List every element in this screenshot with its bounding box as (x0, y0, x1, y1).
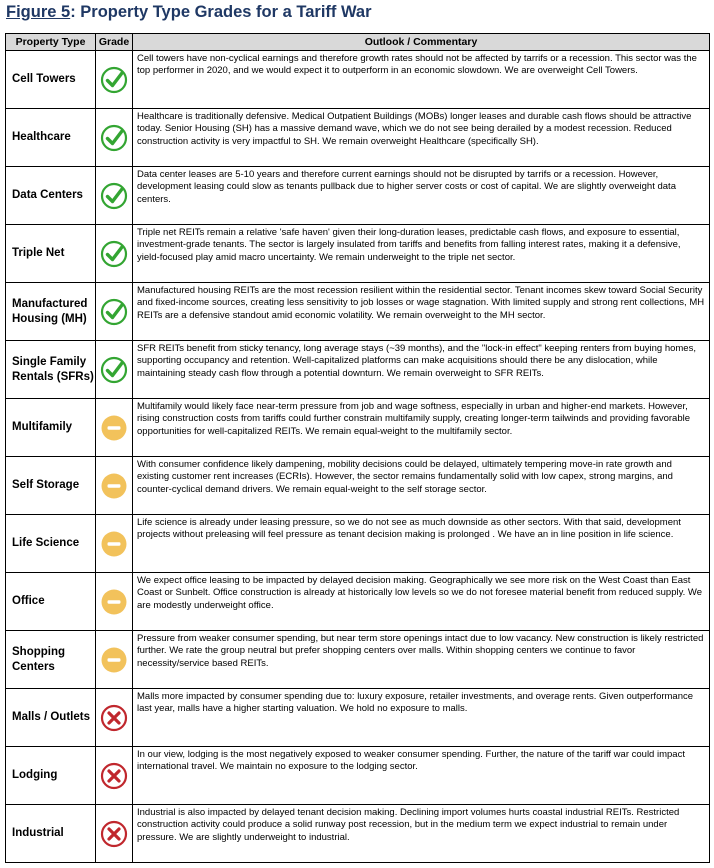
grade-cell (96, 689, 133, 747)
outlook-comment-cell: With consumer confidence likely dampening, mobility decisions could be delayed, ultimately tempering move-in rate growth and existing customer rent increases (ECRIs). However, the sector remains fundamentally solid with low capex, strong margins, and counter-cyclical demand drivers. We remain equal-weight to the self storage sector. (133, 457, 710, 515)
outlook-comment-cell: Multifamily would likely face near-term pressure from job and wage softness, especially in urban and higher-end markets. However, rising construction costs from tariffs could further constrain multifamily supply, creating longer-term tailwinds and providing favorable opportunities for well-capitalized REITs. We remain equal-weight to the multifamily sector. (133, 399, 710, 457)
outlook-comment-cell: Manufactured housing REITs are the most recession resilient within the residential sector. Tenant incomes skew toward Social Security and fixed-income sources, creating less sensitivity to job losses or wage stagnation. With limited supply and strong rent collections, MH REITs are a defensive standout amid economic volatility. We remain overweight to the MH sector. (133, 283, 710, 341)
property-type-cell: Cell Towers (6, 51, 96, 109)
checkmark-icon (96, 182, 132, 210)
property-type-cell: Single Family Rentals (SFRs) (6, 341, 96, 399)
outlook-comment-cell: Cell towers have non-cyclical earnings and therefore growth rates should not be affected by tarrifs or a recession. This sector was the top performer in 2020, and we would expect it to outperform in an economic slowdown. We are overweight Cell Towers. (133, 51, 710, 109)
property-type-cell: Industrial (6, 805, 96, 863)
property-type-cell: Shopping Centers (6, 631, 96, 689)
grade-cell (96, 515, 133, 573)
property-type-cell: Multifamily (6, 399, 96, 457)
table-body (6, 51, 710, 863)
outlook-comment-cell: SFR REITs benefit from sticky tenancy, long average stays (~39 months), and the "lock-in effect" keeping renters from buying homes, supporting occupancy and retention. Well-capitalized platforms can make acquisitions should there be any dislocation, while maintaining steady cash flow through a potential downturn. We remain overweight to SFR REITs. (133, 341, 710, 399)
property-type-cell: Healthcare (6, 109, 96, 167)
grade-cell (96, 167, 133, 225)
grade-cell (96, 109, 133, 167)
table-row (6, 689, 710, 747)
grade-cell (96, 631, 133, 689)
table-row (6, 399, 710, 457)
checkmark-icon (96, 298, 132, 326)
header-property-type: Property Type (6, 34, 96, 51)
grade-cell (96, 341, 133, 399)
property-type-cell: Lodging (6, 747, 96, 805)
checkmark-icon (96, 124, 132, 152)
table-row (6, 51, 710, 109)
outlook-comment-cell: Data center leases are 5-10 years and therefore current earnings should not be disrupted by tarrifs or a recession. However, development leasing could slow as tenants pullback due to higher server costs or cost of capital. We are slightly overweight data centers. (133, 167, 710, 225)
property-grades-table (5, 33, 710, 863)
grade-cell (96, 283, 133, 341)
property-type-cell: Office (6, 573, 96, 631)
outlook-comment-cell: Life science is already under leasing pressure, so we do not see as much downside as other sectors. With that said, development projects without preleasing will feel pressure as tenant decision making is prolonged . We have an in line position in life science. (133, 515, 710, 573)
header-grade: Grade (96, 34, 133, 51)
figure-number: Figure 5 (6, 3, 71, 21)
table-row (6, 109, 710, 167)
table-row (6, 341, 710, 399)
outlook-comment-cell: Pressure from weaker consumer spending, but near term store openings intact due to low vacancy. New construction is likely restricted further. We rate the group neutral but prefer shopping centers over malls. Within shopping centers we continue to favor necessity/service based REITs. (133, 631, 710, 689)
table-row (6, 225, 710, 283)
table-header-row (6, 34, 710, 51)
property-type-cell: Manufactured Housing (MH) (6, 283, 96, 341)
x-icon (96, 704, 132, 732)
property-type-cell: Data Centers (6, 167, 96, 225)
grade-cell (96, 457, 133, 515)
outlook-comment-cell: Malls more impacted by consumer spending due to: luxury exposure, retailer investments, and overage rents. Given outperformance last year, malls have a higher starting valuation. We hold no exposure to malls. (133, 689, 710, 747)
table-row (6, 573, 710, 631)
property-type-cell: Life Science (6, 515, 96, 573)
checkmark-icon (96, 240, 132, 268)
grade-cell (96, 573, 133, 631)
checkmark-icon (96, 356, 132, 384)
table-row (6, 457, 710, 515)
dash-icon (96, 414, 132, 442)
grade-cell (96, 747, 133, 805)
table-row (6, 631, 710, 689)
table-row (6, 515, 710, 573)
x-icon (96, 820, 132, 848)
dash-icon (96, 588, 132, 616)
checkmark-icon (96, 66, 132, 94)
outlook-comment-cell: Healthcare is traditionally defensive. Medical Outpatient Buildings (MOBs) longer leases and durable cash flows should be attractive today. Senior Housing (SH) has a massive demand wave, which we do not see being derailed by a modest recession. Reduced construction activity is very impactful to SH. We remain overweight Healthcare (specifically SH). (133, 109, 710, 167)
table-row (6, 747, 710, 805)
outlook-comment-cell: Industrial is also impacted by delayed tenant decision making. Declining import volumes hurts coastal industrial REITs. Restricted construction activity could produce a solid runway post recession, but in the medium term we expect industrial to remain under pressure. We are slightly underweight to industrial. (133, 805, 710, 863)
header-outlook: Outlook / Commentary (133, 34, 710, 51)
dash-icon (96, 472, 132, 500)
property-type-cell: Malls / Outlets (6, 689, 96, 747)
grade-cell (96, 51, 133, 109)
grade-cell (96, 805, 133, 863)
dash-icon (96, 646, 132, 674)
grade-cell (96, 225, 133, 283)
dash-icon (96, 530, 132, 558)
outlook-comment-cell: Triple net REITs remain a relative 'safe haven' given their long-duration leases, predictable cash flows, and exposure to essential, investment-grade tenants. The sector is largely insulated from tariffs and benefits from falling interest rates, making it a defensive, yield-focused play amid macro uncertainty. We remain underweight to the triple net sector. (133, 225, 710, 283)
table-row (6, 283, 710, 341)
table-row (6, 167, 710, 225)
figure-caption: : Property Type Grades for a Tariff War (70, 3, 372, 21)
property-type-cell: Self Storage (6, 457, 96, 515)
grade-cell (96, 399, 133, 457)
outlook-comment-cell: We expect office leasing to be impacted by delayed decision making. Geographically we see more risk on the West Coast than East Coast or Sunbelt. Office construction is already at historically low levels so we do not foresee material benefit from reduced supply. We are modestly underweight office. (133, 573, 710, 631)
figure-title (6, 3, 372, 22)
outlook-comment-cell: In our view, lodging is the most negatively exposed to weaker consumer spending. Further, the nature of the tariff war could impact international travel. We maintain no exposure to the lodging sector. (133, 747, 710, 805)
x-icon (96, 762, 132, 790)
property-type-cell: Triple Net (6, 225, 96, 283)
table-row (6, 805, 710, 863)
